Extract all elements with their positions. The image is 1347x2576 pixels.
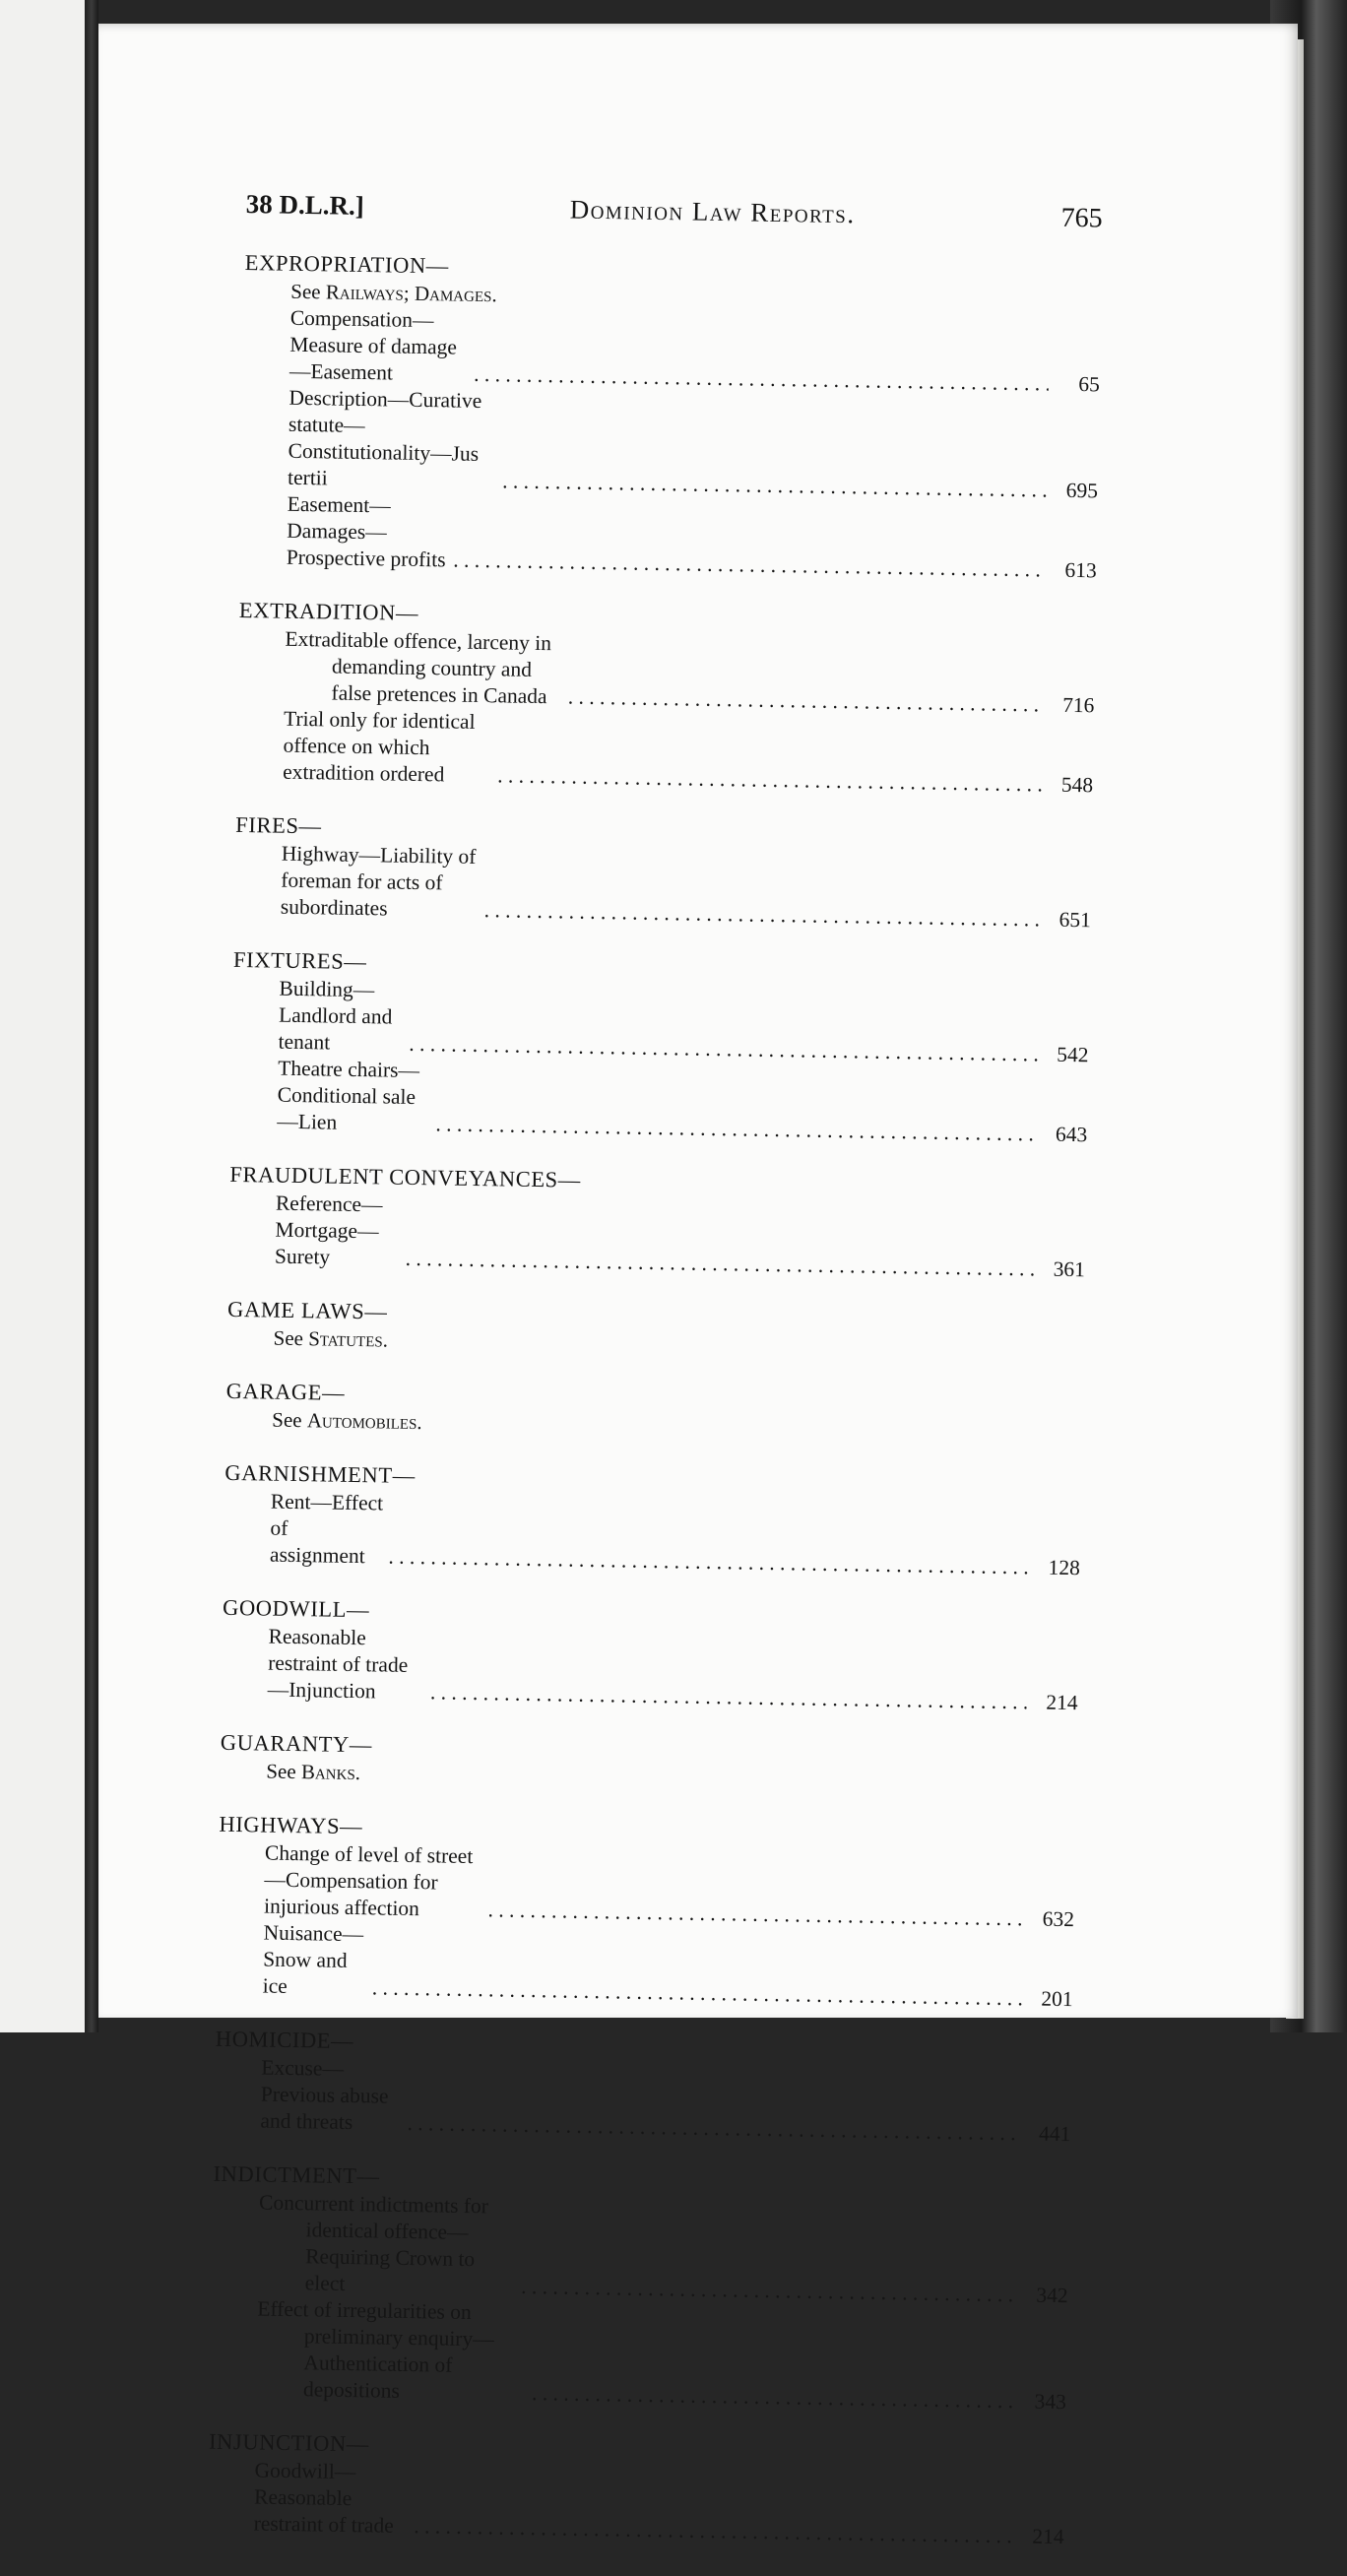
entry-page-number: 548 [1060, 772, 1094, 798]
entry-text: Effect of irregularities on preliminary enquiry—Authentication of depositions [257, 2296, 494, 2403]
index-page-content [207, 189, 1103, 2576]
book-gutter [85, 0, 98, 2032]
index-entry [230, 1055, 1088, 1148]
entry-page-number: 361 [1053, 1256, 1086, 1282]
entry-text: Change of level of street—Compensation for injurious affection [263, 1840, 474, 1921]
index-entry [224, 1488, 1081, 1581]
entry-page-number: 643 [1055, 1122, 1088, 1147]
index-heading: GOODWILL— [222, 1594, 370, 1623]
entry-page-number: 201 [1041, 1986, 1073, 2012]
dot-leader [407, 2110, 1019, 2147]
index-heading: INDICTMENT— [213, 2160, 380, 2189]
entry-page-number: 65 [1078, 372, 1101, 397]
entry-page-number: 632 [1042, 1906, 1075, 1932]
volume-label: 38 D.L.R.] [245, 189, 364, 221]
see-label: See [273, 1325, 309, 1351]
entry-text: Reference—Mortgage—Surety [274, 1191, 383, 1269]
dot-leader [372, 1974, 1022, 2012]
index-heading: FIXTURES— [232, 946, 367, 975]
entry-page-number: 613 [1064, 557, 1097, 583]
index-heading: HIGHWAYS— [219, 1811, 363, 1839]
index-section [220, 1728, 1077, 1798]
index-section [240, 248, 1102, 584]
index-section [217, 1810, 1076, 2013]
page-number: 765 [1060, 202, 1103, 234]
index-section [225, 1377, 1083, 1447]
index-section [236, 596, 1096, 799]
index-entry [214, 2054, 1071, 2148]
index-section [214, 2025, 1072, 2148]
entry-page-number: 342 [1036, 2283, 1068, 2308]
index-heading: EXPROPRIATION— [244, 249, 450, 279]
entry-text: Compensation—Measure of damage—Easement [289, 305, 458, 385]
cross-reference: Automobiles. [306, 1408, 422, 1435]
entry-page-number: 651 [1058, 907, 1092, 933]
entry-page-number: 716 [1061, 692, 1095, 718]
entry-text: Nuisance—Snow and ice [262, 1920, 364, 1998]
dot-leader [435, 1111, 1036, 1147]
entry-text: Concurrent indictments for identical offence—Requiring Crown to elect [258, 2190, 489, 2295]
index-entry [241, 384, 1100, 504]
entry-text: Highway—Liability of foreman for acts of subordinates [280, 841, 477, 921]
index-heading: GARAGE— [225, 1378, 346, 1405]
index-entry [212, 2189, 1070, 2309]
cross-reference: Statutes. [308, 1326, 389, 1352]
index-entry [240, 490, 1098, 584]
entry-text: Trial only for identical offence on which extradition ordered [282, 706, 476, 787]
entry-page-number: 128 [1048, 1555, 1081, 1580]
entry-text: Reasonable restraint of trade—Injunction [267, 1624, 409, 1704]
index-section [224, 1458, 1082, 1581]
index-heading: EXTRADITION— [238, 597, 419, 625]
cross-reference: Railways; Damages. [325, 280, 497, 307]
index-section [226, 1295, 1084, 1365]
entry-page-number: 214 [1032, 2524, 1064, 2549]
entry-text: Theatre chairs—Conditional sale—Lien [277, 1056, 420, 1134]
index-entry [236, 705, 1094, 799]
entry-page-number: 441 [1038, 2121, 1071, 2147]
see-label: See [272, 1407, 308, 1433]
index-entry [207, 2457, 1064, 2550]
index-entry [243, 304, 1101, 398]
cross-reference: Banks. [300, 1760, 361, 1785]
index-section [207, 2427, 1065, 2550]
dot-leader [414, 2513, 1013, 2549]
see-label: See [290, 279, 327, 304]
index-heading: INJUNCTION— [208, 2428, 370, 2457]
index-entry [222, 1623, 1079, 1716]
entry-page-number: 695 [1065, 478, 1099, 503]
entry-page-number: 542 [1057, 1042, 1089, 1067]
entry-text: Description—Curative statute—Constitutionality—Jus tertii [287, 385, 482, 490]
index-section [210, 2159, 1070, 2415]
entry-text: Building—Landlord and tenant [278, 976, 393, 1055]
index-heading: GARNISHMENT— [224, 1459, 417, 1489]
running-title: Dominion Law Reports. [569, 194, 856, 229]
index-section [222, 1593, 1080, 1716]
index-heading: FRAUDULENT CONVEYANCES— [229, 1161, 582, 1192]
index-entry [234, 840, 1092, 934]
index-entry [210, 2295, 1068, 2415]
see-label: See [266, 1759, 302, 1784]
index-heading: GUARANTY— [220, 1729, 373, 1758]
index-heading: FIRES— [235, 811, 322, 839]
entry-page-number: 343 [1034, 2389, 1067, 2415]
dot-leader [405, 1246, 1034, 1283]
dot-leader [430, 1679, 1027, 1715]
index-entry [237, 625, 1095, 719]
index-section [234, 810, 1093, 934]
index-entry [231, 975, 1089, 1068]
dot-leader [497, 762, 1042, 798]
dot-leader [453, 547, 1046, 584]
adjacent-page [0, 0, 85, 2032]
dot-leader [484, 897, 1041, 933]
index-section [228, 1160, 1087, 1283]
index-heading: GAME LAWS— [226, 1296, 388, 1324]
index-entry [218, 1839, 1075, 1933]
entry-text: Goodwill—Reasonable restraint of trade [253, 2458, 394, 2538]
index-list [207, 248, 1101, 2550]
index-section [230, 945, 1090, 1148]
entry-page-number: 214 [1046, 1690, 1078, 1715]
index-entry [217, 1919, 1074, 2013]
index-entry [228, 1190, 1086, 1283]
index-heading: HOMICIDE— [215, 2026, 354, 2054]
entry-text: Easement—Damages—Prospective profits [286, 491, 446, 572]
entry-text: Extraditable offence, larceny in demanding country and false pretences in Canada [285, 626, 552, 709]
entry-text: Excuse—Previous abuse and threats [260, 2055, 389, 2135]
dot-leader [388, 1544, 1029, 1581]
entry-text: Rent—Effect of assignment [269, 1489, 384, 1569]
dot-leader [532, 2380, 1015, 2415]
